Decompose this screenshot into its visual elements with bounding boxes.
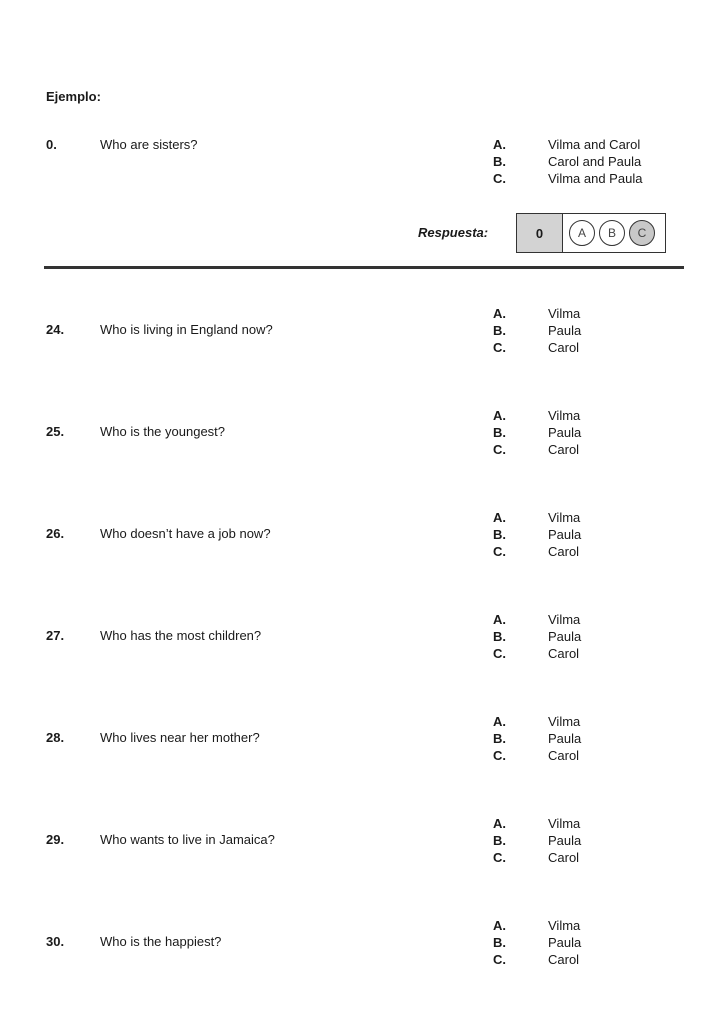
option-letter: C. — [493, 748, 506, 763]
answer-bubble-a[interactable]: A — [569, 220, 595, 246]
option-text: Carol — [548, 952, 580, 967]
option-text: Paula — [548, 323, 582, 338]
option-letter: A. — [493, 714, 506, 729]
question-text: Who is the happiest? — [100, 934, 222, 949]
option-text: Vilma — [548, 510, 581, 525]
option-letter: A. — [493, 918, 506, 933]
option-letter: B. — [493, 833, 506, 848]
option-text: Paula — [548, 731, 582, 746]
question-number: 30. — [46, 934, 65, 949]
question-number: 28. — [46, 730, 65, 745]
option-text: Carol — [548, 442, 580, 457]
option-letter: A. — [493, 510, 506, 525]
question-text: Who lives near her mother? — [100, 730, 260, 745]
question-number: 29. — [46, 832, 65, 847]
option-text: Paula — [548, 935, 582, 950]
section-divider — [44, 266, 684, 269]
option-text: Paula — [548, 629, 582, 644]
answer-label: Respuesta: — [418, 225, 489, 240]
option-text: Vilma — [548, 408, 581, 423]
question-number: 26. — [46, 526, 65, 541]
option-text: Carol — [548, 850, 580, 865]
option-text: Vilma — [548, 816, 581, 831]
option-letter: A. — [493, 306, 506, 321]
question-number: 27. — [46, 628, 65, 643]
option-letter: B. — [493, 629, 506, 644]
answer-box-number: 0 — [517, 214, 563, 252]
option-text: Paula — [548, 425, 582, 440]
option-text: Carol — [548, 646, 580, 661]
option-letter: C. — [493, 952, 506, 967]
option-text: Vilma — [548, 714, 581, 729]
answer-box — [516, 213, 666, 253]
example-question: Who are sisters? — [100, 137, 198, 152]
example-option-a-letter: A. — [493, 137, 506, 152]
option-letter: C. — [493, 340, 506, 355]
question-number: 25. — [46, 424, 65, 439]
option-letter: C. — [493, 850, 506, 865]
option-letter: B. — [493, 935, 506, 950]
example-option-c-text: Vilma and Paula — [548, 171, 643, 186]
option-text: Carol — [548, 544, 580, 559]
option-text: Vilma — [548, 306, 581, 321]
example-option-a-text: Vilma and Carol — [548, 137, 641, 152]
option-text: Carol — [548, 748, 580, 763]
option-letter: A. — [493, 408, 506, 423]
option-letter: A. — [493, 612, 506, 627]
question-text: Who is living in England now? — [100, 322, 273, 337]
option-letter: C. — [493, 544, 506, 559]
option-letter: B. — [493, 527, 506, 542]
example-option-b-letter: B. — [493, 154, 506, 169]
example-option-b-text: Carol and Paula — [548, 154, 642, 169]
question-text: Who doesn’t have a job now? — [100, 526, 271, 541]
option-letter: C. — [493, 646, 506, 661]
option-letter: B. — [493, 731, 506, 746]
example-heading: Ejemplo: — [46, 89, 101, 104]
option-letter: A. — [493, 816, 506, 831]
example-number: 0. — [46, 137, 57, 152]
option-text: Vilma — [548, 612, 581, 627]
option-text: Vilma — [548, 918, 581, 933]
option-text: Carol — [548, 340, 580, 355]
option-text: Paula — [548, 833, 582, 848]
option-letter: C. — [493, 442, 506, 457]
option-letter: B. — [493, 323, 506, 338]
question-text: Who is the youngest? — [100, 424, 226, 439]
question-text: Who has the most children? — [100, 628, 262, 643]
answer-bubble-c-selected[interactable]: C — [629, 220, 655, 246]
option-text: Paula — [548, 527, 582, 542]
option-letter: B. — [493, 425, 506, 440]
answer-bubble-b[interactable]: B — [599, 220, 625, 246]
question-number: 24. — [46, 322, 65, 337]
answer-bubbles — [563, 214, 665, 252]
example-option-c-letter: C. — [493, 171, 506, 186]
question-text: Who wants to live in Jamaica? — [100, 832, 275, 847]
